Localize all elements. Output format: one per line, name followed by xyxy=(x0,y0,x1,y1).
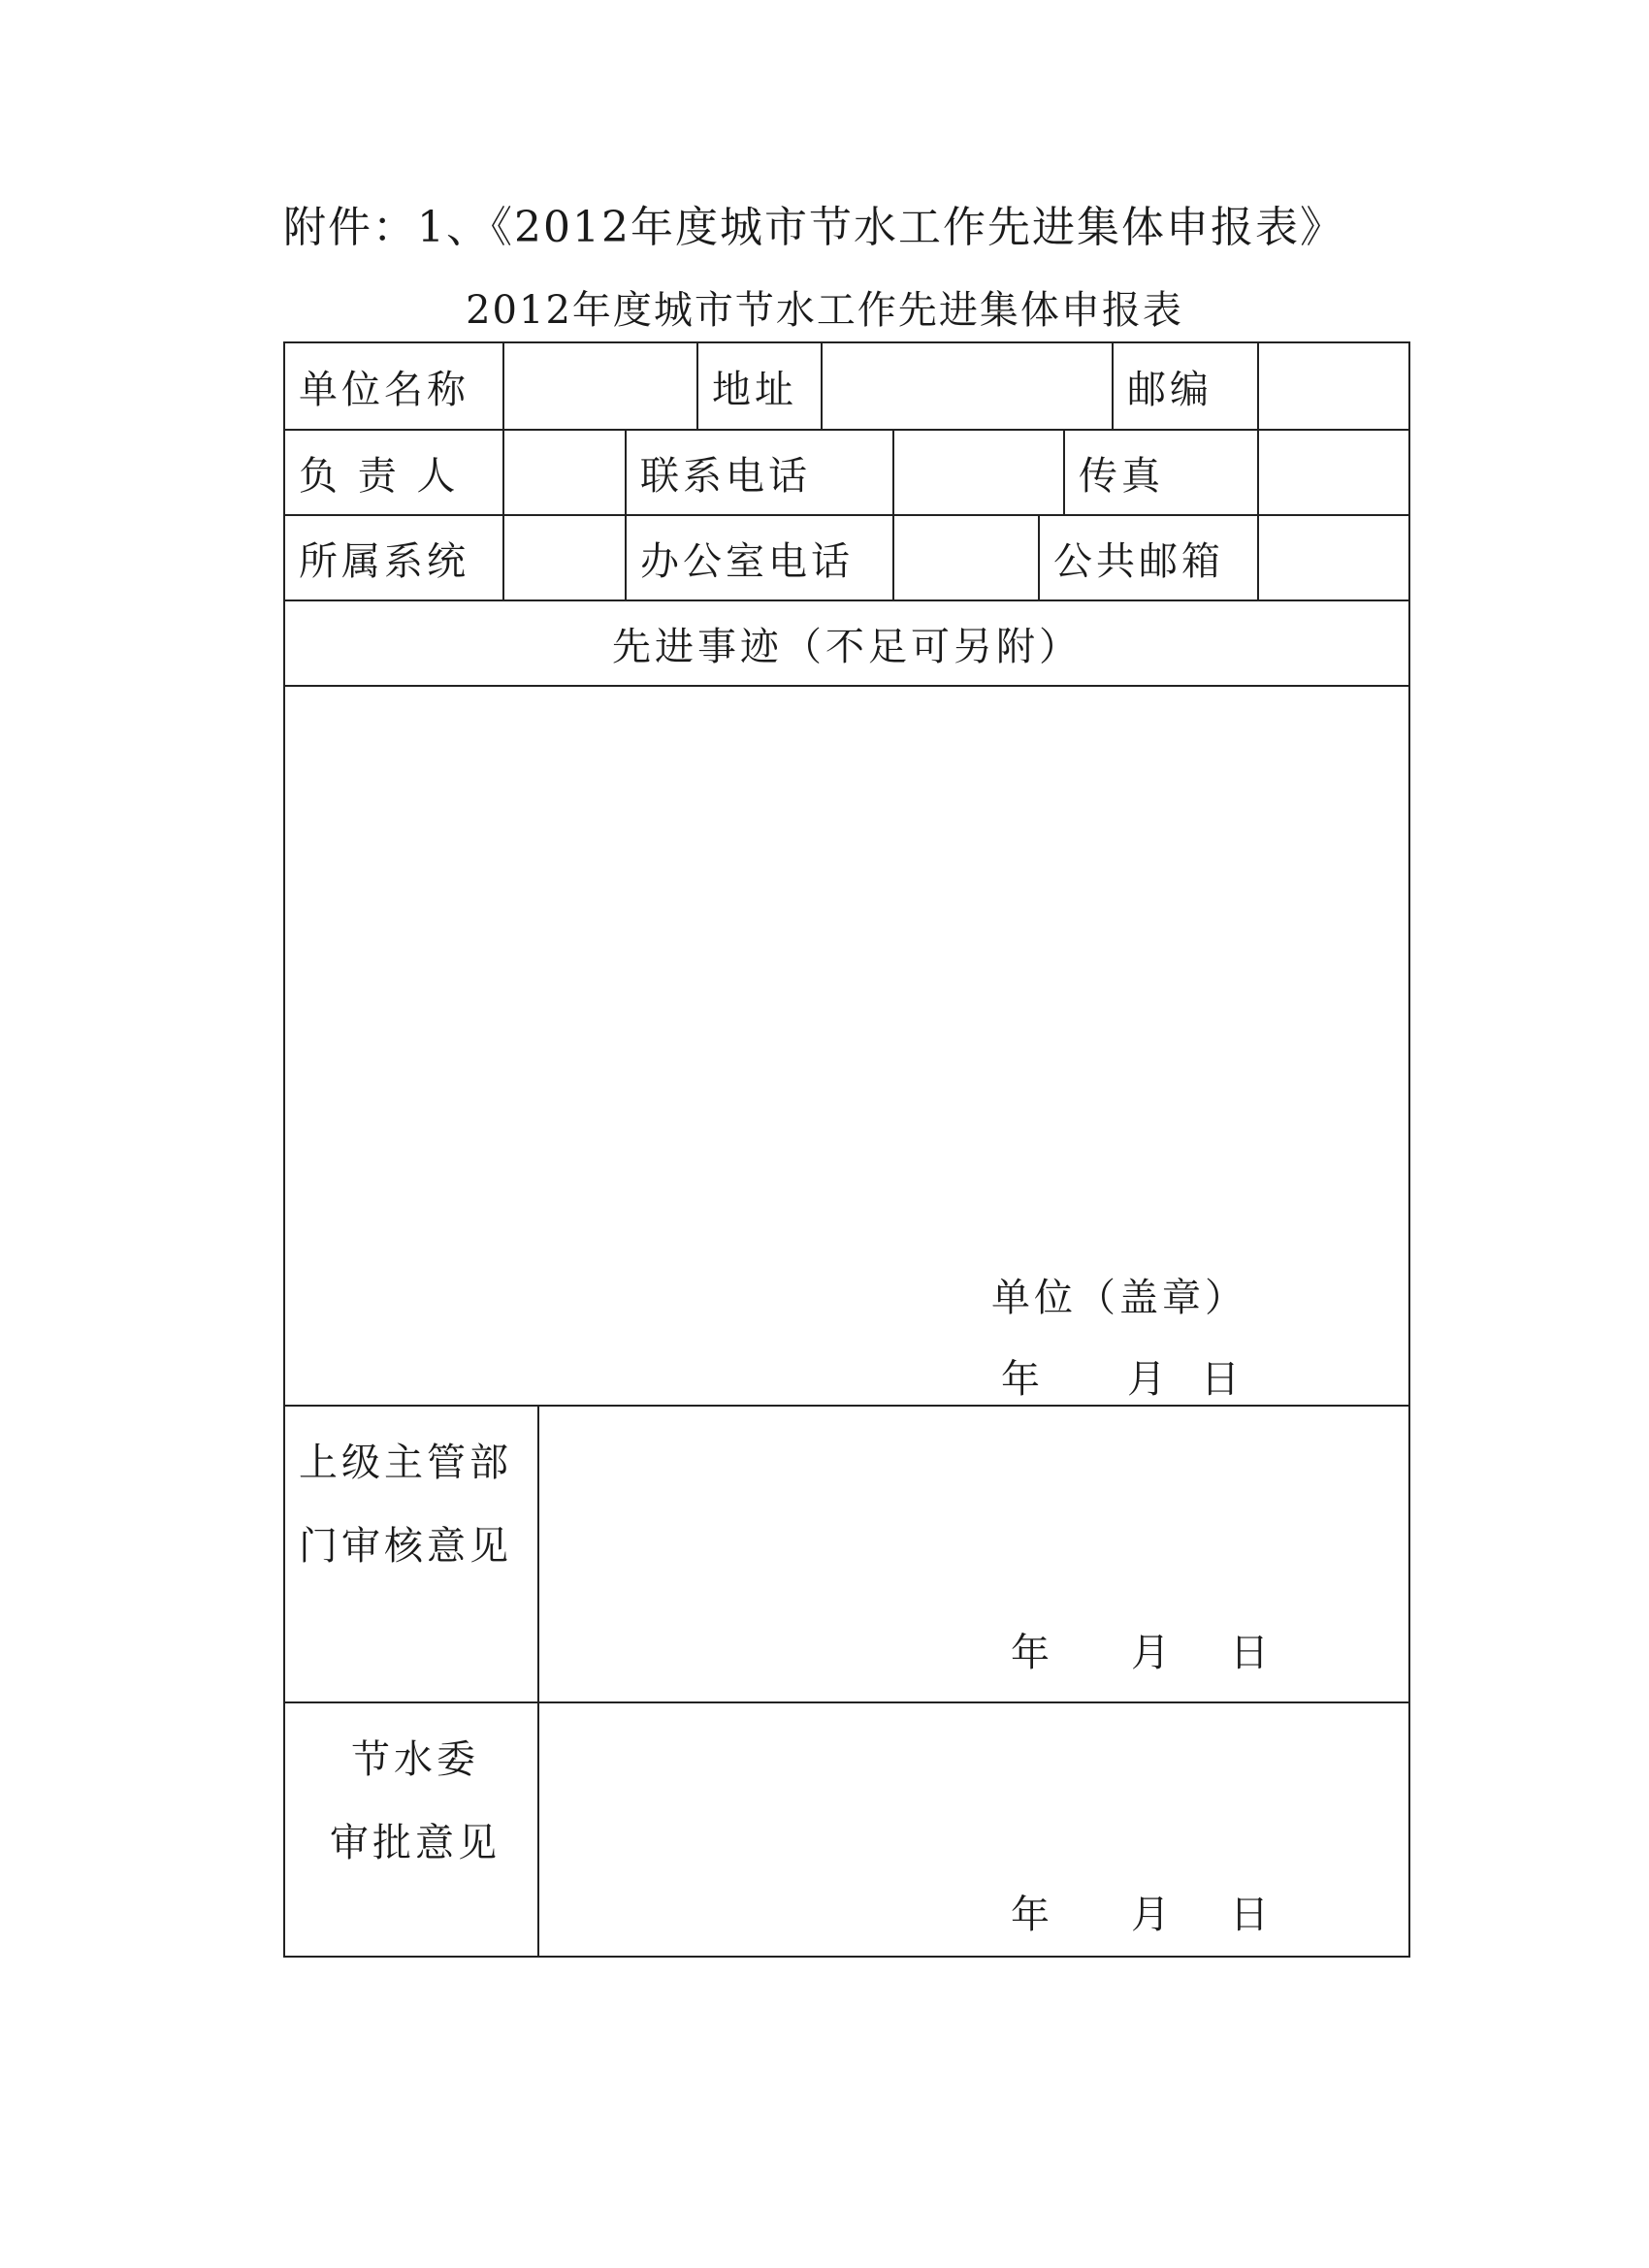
fax-label: 传真 xyxy=(1065,431,1259,514)
row-achievements-header xyxy=(285,601,1408,687)
public-email-label: 公共邮箱 xyxy=(1040,516,1259,599)
person-in-charge-label: 负 责 人 xyxy=(285,431,504,514)
committee-approval-label xyxy=(285,1703,539,1958)
achievements-header: 先进事迹（不足可另附） xyxy=(612,624,1082,669)
superior-review-field[interactable] xyxy=(539,1407,1408,1701)
committee-month-label: 月 xyxy=(1131,1893,1170,1937)
address-field[interactable] xyxy=(823,343,1114,429)
office-phone-field[interactable] xyxy=(894,516,1040,599)
achievements-area[interactable] xyxy=(285,687,1408,1407)
affiliated-system-field[interactable] xyxy=(504,516,627,599)
superior-review-label xyxy=(285,1407,539,1701)
affiliated-system-label: 所属系统 xyxy=(285,516,504,599)
superior-review-label-line2: 门审核意见 xyxy=(299,1524,512,1569)
superior-month-label: 月 xyxy=(1131,1631,1170,1675)
superior-year-label: 年 xyxy=(1011,1631,1050,1675)
postcode-field[interactable] xyxy=(1259,343,1408,429)
achievements-day-label: 日 xyxy=(1201,1357,1240,1402)
row-unit-info xyxy=(285,343,1408,431)
office-phone-label: 办公室电话 xyxy=(627,516,894,599)
achievements-month-label: 月 xyxy=(1127,1357,1166,1402)
committee-approval-label-line2: 审批意见 xyxy=(330,1821,501,1865)
public-email-field[interactable] xyxy=(1259,516,1408,599)
superior-review-label-line1: 上级主管部 xyxy=(299,1441,512,1485)
unit-name-label: 单位名称 xyxy=(285,343,504,429)
attachment-title: 附件：1、《2012年度城市节水工作先进集体申报表》 xyxy=(283,203,1344,252)
contact-phone-field[interactable] xyxy=(894,431,1065,514)
form-title: 2012年度城市节水工作先进集体申报表 xyxy=(466,288,1183,333)
committee-day-label: 日 xyxy=(1230,1893,1269,1937)
row-system-info xyxy=(285,516,1408,601)
achievements-year-label: 年 xyxy=(1001,1357,1040,1402)
committee-approval-field[interactable] xyxy=(539,1703,1408,1958)
row-superior-review xyxy=(285,1407,1408,1703)
unit-name-field[interactable] xyxy=(504,343,698,429)
committee-year-label: 年 xyxy=(1011,1893,1050,1937)
fax-field[interactable] xyxy=(1259,431,1408,514)
postcode-label: 邮编 xyxy=(1114,343,1259,429)
row-contact-info xyxy=(285,431,1408,516)
superior-day-label: 日 xyxy=(1230,1631,1269,1675)
person-in-charge-field[interactable] xyxy=(504,431,627,514)
contact-phone-label: 联系电话 xyxy=(627,431,894,514)
address-label: 地址 xyxy=(698,343,823,429)
row-committee-approval xyxy=(285,1703,1408,1958)
application-form-table xyxy=(283,341,1410,1958)
unit-seal-label: 单位（盖章） xyxy=(991,1276,1247,1320)
committee-approval-label-line1: 节水委 xyxy=(351,1737,479,1782)
